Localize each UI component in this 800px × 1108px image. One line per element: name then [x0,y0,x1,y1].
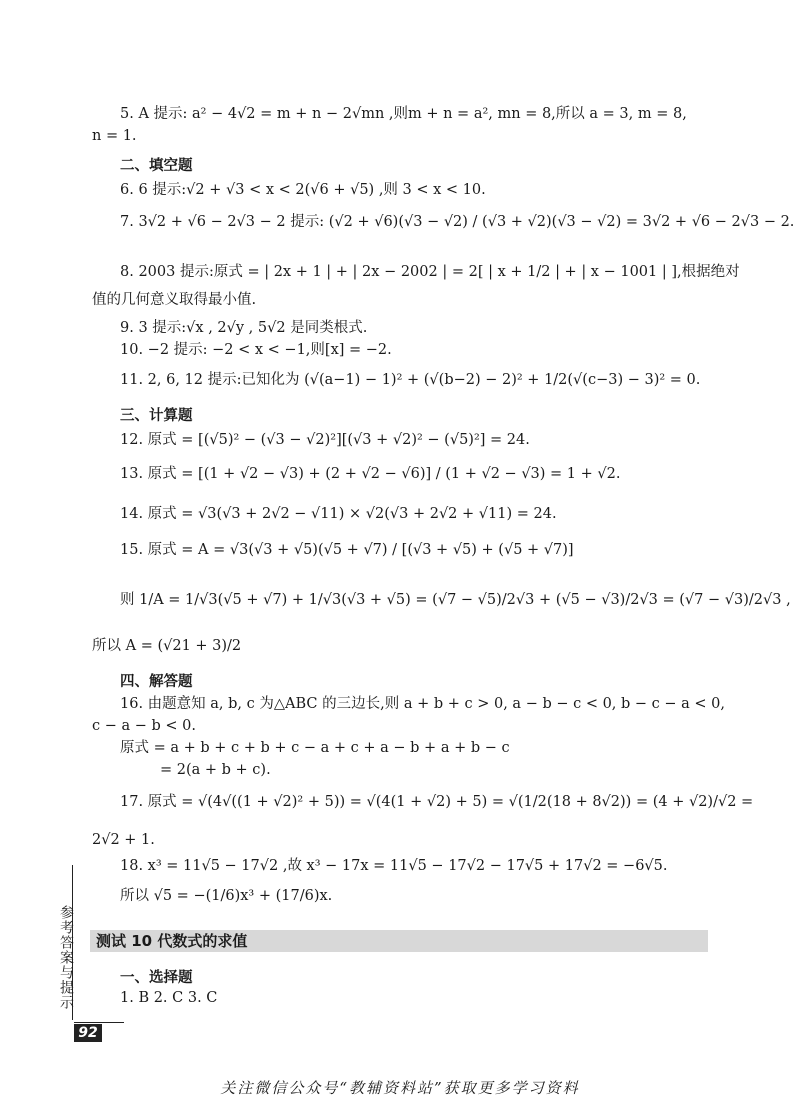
footer-notice: 关注微信公众号“教辅资料站”获取更多学习资料 [220,1079,580,1097]
answer-18-line2: 所以 √5 = −(1/6)x³ + (17/6)x. [120,888,333,904]
answer-5-line1: 5. A 提示: a² − 4√2 = m + n − 2√mn ,则m + n = a², mn = 8,所以 a = 3, m = 8, [120,106,687,122]
answer-15-line3: 所以 A = (√21 + 3)/2 [92,638,242,654]
answer-choices: 1. B 2. C 3. C [120,990,218,1006]
section-choice: 一、选择题 [120,970,193,986]
page-number: 92 [74,1024,102,1042]
sidebar-label: 参考答案与提示 [58,905,74,1010]
answer-17-line1: 17. 原式 = √(4√((1 + √2)² + 5)) = √(4(1 + √2) + 5) = √(1/2(18 + 8√2)) = (4 + √2)/√2 = [120,794,754,810]
section-calculation: 三、计算题 [120,408,193,424]
answer-6: 6. 6 提示:√2 + √3 < x < 2(√6 + √5) ,则 3 < x < 10. [120,182,486,198]
answer-14: 14. 原式 = √3(√3 + 2√2 − √11) × √2(√3 + 2√2 + √11) = 24. [120,506,557,522]
section-solution: 四、解答题 [120,674,193,690]
answer-16-line1: 16. 由题意知 a, b, c 为△ABC 的三边长,则 a + b + c > 0, a − b − c < 0, b − c − a < 0, [120,696,726,712]
answer-11: 11. 2, 6, 12 提示:已知化为 (√(a−1) − 1)² + (√(b−2) − 2)² + 1/2(√(c−3) − 3)² = 0. [120,372,701,388]
answer-9: 9. 3 提示:√x , 2√y , 5√2 是同类根式. [120,320,368,336]
answer-13: 13. 原式 = [(1 + √2 − √3) + (2 + √2 − √6)] / (1 + √2 − √3) = 1 + √2. [120,466,621,482]
answer-15-line1: 15. 原式 = A = √3(√3 + √5)(√5 + √7) / [(√3 + √5) + (√5 + √7)] [120,542,574,558]
answer-16-line2: c − a − b < 0. [92,718,196,734]
answer-5-line2: n = 1. [92,128,137,144]
section-fill-blank: 二、填空题 [120,158,193,174]
answer-18-line1: 18. x³ = 11√5 − 17√2 ,故 x³ − 17x = 11√5 − 17√2 − 17√5 + 17√2 = −6√5. [120,858,668,874]
answer-16-line4: = 2(a + b + c). [160,762,271,778]
answer-8-line1: 8. 2003 提示:原式 = | 2x + 1 | + | 2x − 2002 | = 2[ | x + 1/2 | + | x − 1001 | ],根据绝对 [120,264,740,280]
answer-10: 10. −2 提示: −2 < x < −1,则[x] = −2. [120,342,392,358]
answer-7: 7. 3√2 + √6 − 2√3 − 2 提示: (√2 + √6)(√3 − √2) / (√3 + √2)(√3 − √2) = 3√2 + √6 − 2√3 − 2. [120,214,795,230]
answer-15-line2: 则 1/A = 1/√3(√5 + √7) + 1/√3(√3 + √5) = (√7 − √5)/2√3 + (√5 − √3)/2√3 = (√7 − √3)/2√3 , [120,592,791,608]
section-banner: 测试 10 代数式的求值 [90,930,708,952]
answer-17-line2: 2√2 + 1. [92,832,155,848]
answer-8-line2: 值的几何意义取得最小值. [92,292,257,308]
answer-12: 12. 原式 = [(√5)² − (√3 − √2)²][(√3 + √2)² − (√5)²] = 24. [120,432,530,448]
answer-16-line3: 原式 = a + b + c + b + c − a + c + a − b + a + b − c [120,740,510,756]
